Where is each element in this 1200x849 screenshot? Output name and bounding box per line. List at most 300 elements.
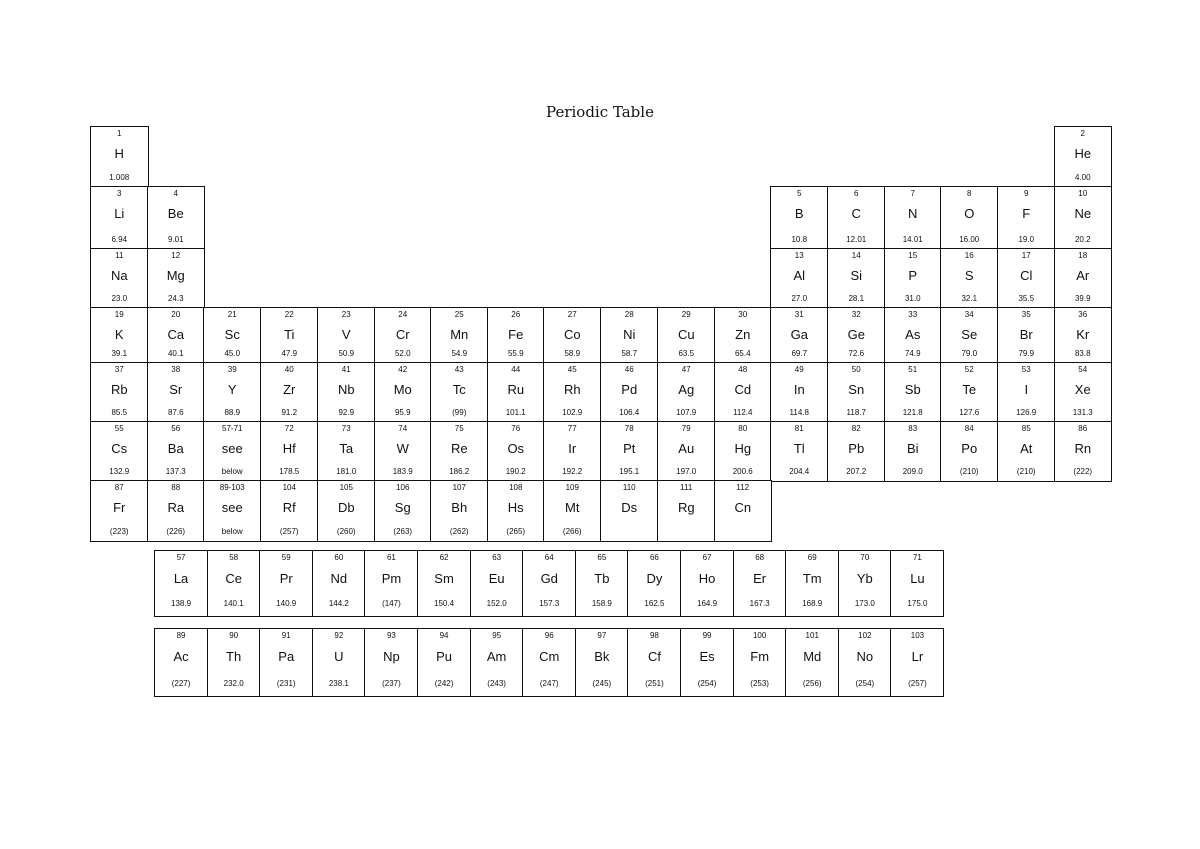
element-symbol: Tm xyxy=(802,571,822,586)
element-symbol: Sc xyxy=(224,327,240,342)
atomic-number: 89-103 xyxy=(219,483,245,492)
element-cell xyxy=(770,307,829,364)
atomic-mass: (210) xyxy=(959,466,979,476)
element-cell xyxy=(733,550,787,617)
atomic-number: 67 xyxy=(702,553,712,562)
element-cell xyxy=(90,421,149,482)
atomic-number: 19 xyxy=(114,310,124,319)
atomic-number: 24 xyxy=(398,310,408,319)
element-cell xyxy=(940,421,999,482)
atomic-number: 21 xyxy=(227,310,237,319)
atomic-mass: 183.9 xyxy=(392,466,413,476)
atomic-mass: 92.9 xyxy=(338,407,355,417)
atomic-number: 5 xyxy=(797,189,802,198)
atomic-mass: 32.1 xyxy=(961,293,978,303)
atomic-mass: 28.1 xyxy=(848,293,865,303)
atomic-number: 33 xyxy=(908,310,918,319)
element-cell xyxy=(838,628,892,697)
atomic-mass: 54.9 xyxy=(451,348,468,358)
atomic-number: 31 xyxy=(794,310,804,319)
element-symbol: Pt xyxy=(623,441,636,456)
atomic-mass: 101.1 xyxy=(505,407,526,417)
atomic-number: 3 xyxy=(117,189,122,198)
atomic-mass: 121.8 xyxy=(902,407,923,417)
atomic-number: 74 xyxy=(398,424,408,433)
element-symbol: Dy xyxy=(646,571,663,586)
atomic-number: 75 xyxy=(454,424,464,433)
atomic-mass: 31.0 xyxy=(904,293,921,303)
element-cell xyxy=(259,550,313,617)
atomic-number: 2 xyxy=(1080,129,1085,138)
atomic-number: 106 xyxy=(396,483,410,492)
element-symbol: Ra xyxy=(167,500,185,515)
element-cell xyxy=(260,362,319,423)
atomic-mass: 162.5 xyxy=(644,599,665,608)
atomic-number: 39 xyxy=(227,365,237,374)
element-symbol: Si xyxy=(850,268,863,283)
atomic-number: 59 xyxy=(281,553,291,562)
element-symbol: Bk xyxy=(594,649,610,664)
element-cell xyxy=(90,186,149,250)
element-cell xyxy=(147,480,205,542)
atomic-mass: (227) xyxy=(171,679,191,688)
atomic-number: 11 xyxy=(115,251,124,260)
atomic-mass: 74.9 xyxy=(904,348,921,358)
atomic-mass: (222) xyxy=(1073,466,1093,476)
element-cell xyxy=(1054,421,1112,482)
atomic-number: 38 xyxy=(171,365,181,374)
atomic-mass: 107.9 xyxy=(676,407,697,417)
atomic-number: 94 xyxy=(439,631,449,640)
element-symbol: Ac xyxy=(173,649,189,664)
atomic-number: 110 xyxy=(622,483,636,492)
element-cell xyxy=(543,307,602,364)
atomic-number: 97 xyxy=(597,631,607,640)
element-symbol: Zr xyxy=(283,382,296,397)
atomic-number: 6 xyxy=(854,189,859,198)
element-symbol: Tc xyxy=(452,382,466,397)
element-cell xyxy=(543,362,602,423)
element-symbol: F xyxy=(1022,206,1031,221)
element-symbol: In xyxy=(793,382,805,397)
element-cell xyxy=(657,307,716,364)
element-cell xyxy=(487,307,545,364)
atomic-number: 29 xyxy=(681,310,691,319)
element-cell xyxy=(207,628,261,697)
atomic-mass: 35.5 xyxy=(1018,293,1035,303)
atomic-number: 78 xyxy=(624,424,634,433)
element-symbol: Am xyxy=(486,649,507,664)
element-symbol: Xe xyxy=(1074,382,1091,397)
atomic-mass: (260) xyxy=(336,526,356,536)
atomic-number: 100 xyxy=(752,631,767,640)
atomic-mass: (223) xyxy=(109,526,129,536)
element-cell xyxy=(90,480,149,542)
element-cell xyxy=(522,628,576,697)
element-symbol: Kr xyxy=(1076,327,1090,342)
element-cell xyxy=(827,248,886,309)
atomic-number: 71 xyxy=(912,553,922,562)
element-cell xyxy=(884,186,942,250)
element-symbol: Fm xyxy=(750,649,770,664)
element-cell xyxy=(890,628,944,697)
element-cell xyxy=(1054,186,1112,250)
element-symbol: Mn xyxy=(450,327,469,342)
element-symbol: As xyxy=(905,327,921,342)
atomic-mass: 126.9 xyxy=(1016,407,1037,417)
atomic-number: 46 xyxy=(624,365,634,374)
atomic-number: 42 xyxy=(398,365,408,374)
atomic-mass: (242) xyxy=(434,679,454,688)
element-symbol: Y xyxy=(227,382,237,397)
atomic-mass: 178.5 xyxy=(279,466,300,476)
element-symbol: Fr xyxy=(113,500,126,515)
element-symbol: Th xyxy=(226,649,242,664)
element-cell xyxy=(260,480,319,542)
element-cell xyxy=(600,307,659,364)
atomic-number: 18 xyxy=(1078,251,1088,260)
atomic-number: 83 xyxy=(908,424,918,433)
atomic-number: 30 xyxy=(738,310,748,319)
atomic-mass: 58.9 xyxy=(564,348,581,358)
atomic-number: 16 xyxy=(964,251,974,260)
element-cell xyxy=(680,550,734,617)
element-cell xyxy=(657,480,716,542)
atomic-number: 96 xyxy=(544,631,554,640)
element-symbol: Cs xyxy=(111,441,128,456)
atomic-number: 70 xyxy=(860,553,870,562)
element-symbol: Mt xyxy=(565,500,580,515)
element-symbol: B xyxy=(794,206,804,221)
element-symbol: Eu xyxy=(488,571,505,586)
atomic-mass: 87.6 xyxy=(167,407,184,417)
element-symbol: Cr xyxy=(395,327,410,342)
element-symbol: Tl xyxy=(793,441,805,456)
atomic-number: 73 xyxy=(341,424,351,433)
element-symbol: H xyxy=(114,146,124,161)
element-cell xyxy=(90,126,149,188)
atomic-number: 92 xyxy=(334,631,344,640)
atomic-number: 56 xyxy=(171,424,181,433)
element-symbol: Rg xyxy=(677,500,695,515)
atomic-number: 23 xyxy=(341,310,351,319)
element-cell xyxy=(430,362,489,423)
element-cell xyxy=(997,307,1056,364)
atomic-mass: (226) xyxy=(166,526,186,536)
atomic-mass: 173.0 xyxy=(854,599,875,608)
element-cell xyxy=(733,628,787,697)
atomic-number: 90 xyxy=(229,631,239,640)
element-symbol: K xyxy=(114,327,124,342)
atomic-number: 82 xyxy=(851,424,861,433)
element-cell xyxy=(154,628,208,697)
element-symbol: C xyxy=(851,206,861,221)
atomic-number: 104 xyxy=(282,483,296,492)
atomic-mass: (231) xyxy=(276,679,296,688)
element-cell xyxy=(312,550,366,617)
element-symbol: Ga xyxy=(790,327,808,342)
atomic-mass: 12.01 xyxy=(846,234,867,244)
element-symbol: Sm xyxy=(434,571,454,586)
atomic-number: 25 xyxy=(454,310,464,319)
element-symbol: Ag xyxy=(678,382,695,397)
atomic-mass: (237) xyxy=(382,679,401,688)
atomic-mass: 91.2 xyxy=(281,407,298,417)
atomic-mass: (243) xyxy=(487,679,506,688)
atomic-number: 43 xyxy=(454,365,464,374)
atomic-mass: 118.7 xyxy=(846,407,866,417)
element-symbol: Bh xyxy=(451,500,468,515)
atomic-number: 109 xyxy=(565,483,579,492)
atomic-number: 49 xyxy=(794,365,804,374)
atomic-number: 80 xyxy=(738,424,748,433)
atomic-number: 22 xyxy=(284,310,294,319)
atomic-mass: 83.8 xyxy=(1074,348,1091,358)
atomic-mass: 181.0 xyxy=(336,466,357,476)
element-symbol: Ba xyxy=(167,441,184,456)
element-cell xyxy=(364,550,418,617)
element-cell xyxy=(364,628,418,697)
atomic-number: 36 xyxy=(1078,310,1088,319)
atomic-mass: 6.94 xyxy=(111,234,128,244)
atomic-number: 13 xyxy=(794,251,804,260)
atomic-number: 17 xyxy=(1021,251,1031,260)
atomic-mass: (257) xyxy=(908,679,927,688)
atomic-mass: 55.9 xyxy=(507,348,524,358)
atomic-number: 14 xyxy=(851,251,861,260)
element-cell xyxy=(90,307,149,364)
atomic-number: 64 xyxy=(544,553,554,562)
atomic-number: 84 xyxy=(964,424,974,433)
element-cell xyxy=(317,362,376,423)
element-symbol: Tb xyxy=(594,571,610,586)
element-symbol: Yb xyxy=(856,571,873,586)
atomic-mass: 175.0 xyxy=(907,599,928,608)
element-cell xyxy=(207,550,261,617)
atomic-mass: 200.6 xyxy=(732,466,753,476)
element-symbol: Pu xyxy=(436,649,452,664)
element-cell xyxy=(785,628,839,697)
element-symbol: Cu xyxy=(677,327,695,342)
element-symbol: Rn xyxy=(1074,441,1092,456)
element-symbol: Sb xyxy=(904,382,921,397)
element-symbol: Ne xyxy=(1074,206,1092,221)
atomic-mass: 50.9 xyxy=(338,348,355,358)
element-cell xyxy=(827,307,886,364)
element-cell xyxy=(374,362,432,423)
element-symbol: Cn xyxy=(734,500,752,515)
atomic-mass: 39.9 xyxy=(1074,293,1091,303)
atomic-mass: 4.00 xyxy=(1074,172,1091,182)
element-symbol: Gd xyxy=(540,571,558,586)
atomic-mass: 132.9 xyxy=(109,466,130,476)
element-cell xyxy=(770,248,829,309)
atomic-number: 44 xyxy=(511,365,521,374)
element-symbol: Po xyxy=(961,441,978,456)
element-symbol: Ca xyxy=(167,327,185,342)
atomic-mass: 72.6 xyxy=(848,348,865,358)
atomic-number: 86 xyxy=(1078,424,1088,433)
element-symbol: Hs xyxy=(507,500,524,515)
atomic-number: 88 xyxy=(171,483,181,492)
atomic-number: 47 xyxy=(681,365,691,374)
atomic-number: 65 xyxy=(597,553,607,562)
element-cell xyxy=(147,186,205,250)
atomic-number: 54 xyxy=(1078,365,1088,374)
element-cell xyxy=(838,550,892,617)
element-symbol: Rb xyxy=(110,382,128,397)
element-cell xyxy=(600,421,659,482)
element-cell xyxy=(770,362,829,423)
element-cell xyxy=(154,550,208,617)
element-cell xyxy=(203,480,262,542)
atomic-number: 9 xyxy=(1024,189,1029,198)
element-cell xyxy=(487,362,545,423)
element-symbol: Sg xyxy=(394,500,411,515)
element-symbol: Pb xyxy=(848,441,865,456)
atomic-mass: 204.4 xyxy=(789,466,810,476)
element-cell xyxy=(827,362,886,423)
element-symbol: Es xyxy=(699,649,715,664)
atomic-number: 48 xyxy=(738,365,748,374)
element-cell xyxy=(90,362,149,423)
atomic-mass: 1.008 xyxy=(109,172,130,182)
element-symbol: Ti xyxy=(284,327,295,342)
element-cell xyxy=(827,421,886,482)
atomic-mass: 144.2 xyxy=(328,599,349,608)
atomic-mass: 137.3 xyxy=(165,466,186,476)
atomic-number: 15 xyxy=(908,251,918,260)
atomic-number: 61 xyxy=(386,553,396,562)
atomic-number: 77 xyxy=(567,424,577,433)
atomic-mass: 195.1 xyxy=(619,466,640,476)
element-cell xyxy=(657,421,716,482)
atomic-mass: 168.9 xyxy=(802,599,823,608)
atomic-mass: 150.4 xyxy=(434,599,455,608)
element-symbol: Pm xyxy=(381,571,402,586)
atomic-number: 95 xyxy=(492,631,502,640)
element-symbol: V xyxy=(341,327,351,342)
atomic-mass: 23.0 xyxy=(111,293,128,303)
element-cell xyxy=(430,480,489,542)
atomic-mass: 102.9 xyxy=(562,407,583,417)
element-cell xyxy=(575,628,629,697)
element-symbol: Lr xyxy=(911,649,924,664)
element-cell xyxy=(543,480,602,542)
element-cell xyxy=(522,550,576,617)
element-symbol: Ir xyxy=(568,441,577,456)
atomic-number: 112 xyxy=(736,483,750,492)
atomic-mass: 209.0 xyxy=(902,466,923,476)
atomic-mass: (245) xyxy=(592,679,612,688)
element-cell xyxy=(997,362,1056,423)
element-cell xyxy=(997,421,1056,482)
element-symbol: Fe xyxy=(508,327,524,342)
atomic-mass: 79.9 xyxy=(1018,348,1035,358)
element-cell xyxy=(600,362,659,423)
element-symbol: Se xyxy=(961,327,978,342)
atomic-mass: 65.4 xyxy=(734,348,751,358)
element-cell xyxy=(997,248,1056,309)
element-cell xyxy=(470,628,524,697)
element-cell xyxy=(770,421,829,482)
atomic-number: 62 xyxy=(439,553,449,562)
element-symbol: Sr xyxy=(169,382,183,397)
atomic-mass: 114.8 xyxy=(789,407,809,417)
atomic-mass: 9.01 xyxy=(167,234,184,244)
element-cell xyxy=(940,248,999,309)
element-symbol: S xyxy=(964,268,974,283)
element-symbol: Be xyxy=(167,206,184,221)
atomic-number: 53 xyxy=(1021,365,1031,374)
element-cell xyxy=(785,550,839,617)
element-cell xyxy=(260,307,319,364)
atomic-number: 72 xyxy=(284,424,294,433)
element-symbol: Ce xyxy=(225,571,242,586)
element-symbol: N xyxy=(908,206,918,221)
atomic-mass: (257) xyxy=(279,526,299,536)
atomic-mass: 16.00 xyxy=(959,234,980,244)
element-symbol: Zn xyxy=(735,327,751,342)
element-cell xyxy=(627,628,681,697)
atomic-number: 58 xyxy=(229,553,239,562)
element-cell xyxy=(627,550,681,617)
element-symbol: Lu xyxy=(910,571,925,586)
atomic-mass: 186.2 xyxy=(449,466,470,476)
element-symbol: Ta xyxy=(339,441,354,456)
atomic-number: 57 xyxy=(176,553,186,562)
element-cell xyxy=(1054,307,1112,364)
element-symbol: Hg xyxy=(734,441,752,456)
element-cell xyxy=(770,186,829,250)
atomic-mass: (99) xyxy=(452,407,467,417)
element-cell xyxy=(884,421,942,482)
element-cell xyxy=(374,480,432,542)
element-cell xyxy=(600,480,659,542)
element-cell xyxy=(430,307,489,364)
atomic-mass: 167.3 xyxy=(749,599,770,608)
element-cell xyxy=(260,421,319,482)
atomic-number: 41 xyxy=(341,365,351,374)
element-symbol: Br xyxy=(1019,327,1033,342)
element-cell xyxy=(203,362,262,423)
element-cell xyxy=(147,362,205,423)
atomic-mass: 238.1 xyxy=(328,679,349,688)
element-symbol: Md xyxy=(803,649,822,664)
atomic-mass: (256) xyxy=(802,679,822,688)
atomic-mass: 106.4 xyxy=(619,407,640,417)
atomic-mass: (262) xyxy=(449,526,469,536)
atomic-number: 103 xyxy=(910,631,925,640)
element-cell xyxy=(884,362,942,423)
atomic-mass: 47.9 xyxy=(281,348,298,358)
element-cell xyxy=(470,550,524,617)
element-symbol: Ds xyxy=(621,500,638,515)
element-symbol: Ho xyxy=(698,571,716,586)
atomic-mass: 19.0 xyxy=(1018,234,1035,244)
element-cell xyxy=(374,421,432,482)
atomic-number: 107 xyxy=(452,483,466,492)
element-cell xyxy=(1054,362,1112,423)
atomic-mass: 190.2 xyxy=(505,466,526,476)
element-cell xyxy=(714,362,772,423)
element-cell xyxy=(417,550,471,617)
element-symbol: No xyxy=(856,649,874,664)
atomic-number: 55 xyxy=(114,424,124,433)
element-cell xyxy=(203,307,262,364)
atomic-mass: 39.1 xyxy=(111,348,128,358)
element-symbol: O xyxy=(964,206,975,221)
